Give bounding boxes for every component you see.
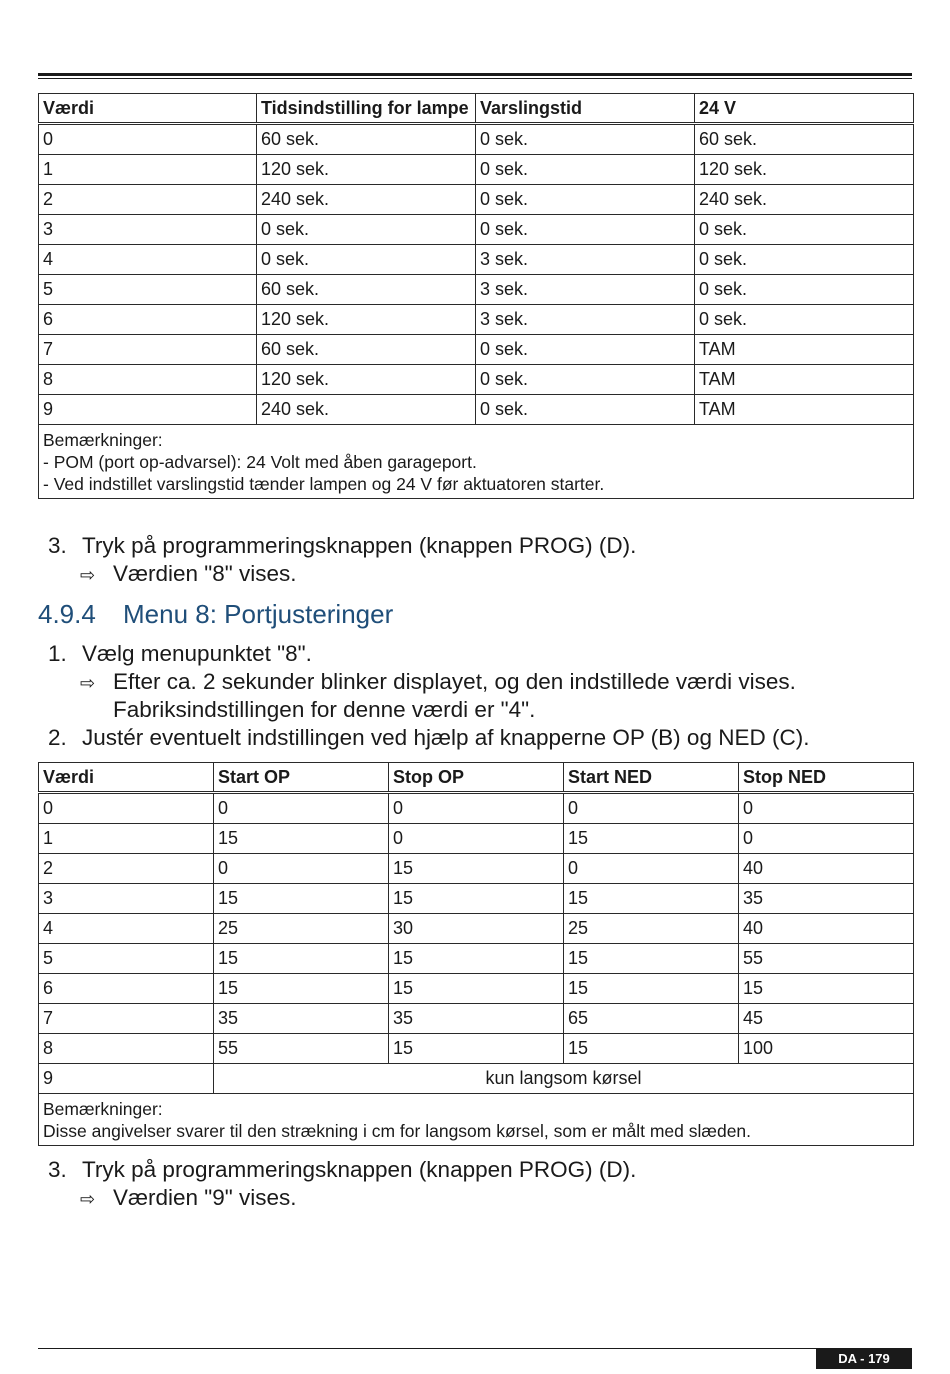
table-row bbox=[39, 914, 914, 944]
table-cell: 0 sek. bbox=[476, 395, 695, 425]
section-title: Menu 8: Portjusteringer bbox=[123, 599, 394, 629]
right-arrow-icon: ⇨ bbox=[80, 1189, 96, 1209]
table-cell: 15 bbox=[214, 944, 389, 974]
table-cell: 0 sek. bbox=[695, 245, 914, 275]
notes-line: Disse angivelser svarer til den strækning i cm for langsom kørsel, som er målt med slæden. bbox=[43, 1121, 752, 1141]
table-cell: 6 bbox=[39, 305, 257, 335]
notes-label: Bemærkninger: bbox=[43, 430, 163, 450]
table-cell: 0 bbox=[389, 824, 564, 854]
table-cell: 0 sek. bbox=[695, 275, 914, 305]
table-cell: 240 sek. bbox=[257, 395, 476, 425]
table-cell: 15 bbox=[214, 974, 389, 1004]
table-cell: 0 sek. bbox=[257, 215, 476, 245]
table-cell: 25 bbox=[564, 914, 739, 944]
table-cell: 4 bbox=[39, 245, 257, 275]
table-cell: 15 bbox=[214, 884, 389, 914]
table-cell: 3 bbox=[39, 215, 257, 245]
table-cell: 0 bbox=[564, 854, 739, 884]
notes-row bbox=[39, 425, 914, 499]
column-header: Værdi bbox=[39, 763, 214, 793]
table-cell: 0 bbox=[389, 793, 564, 824]
notes-line: - POM (port op-advarsel): 24 Volt med åben garageport. bbox=[43, 452, 477, 472]
table-row bbox=[39, 215, 914, 245]
column-header: Varslingstid bbox=[476, 94, 695, 124]
table-cell: 15 bbox=[389, 974, 564, 1004]
table-cell: 240 sek. bbox=[257, 185, 476, 215]
table-cell: 0 sek. bbox=[476, 365, 695, 395]
table-cell: 15 bbox=[564, 884, 739, 914]
table-row bbox=[39, 1034, 914, 1064]
table-cell: 5 bbox=[39, 275, 257, 305]
result-text: Efter ca. 2 sekunder blinker displayet, og den indstillede værdi vises. bbox=[113, 669, 796, 694]
table-row bbox=[39, 793, 914, 824]
table-cell: 3 bbox=[39, 884, 214, 914]
table-row bbox=[39, 335, 914, 365]
table-row bbox=[39, 124, 914, 155]
table-cell: 30 bbox=[389, 914, 564, 944]
table-row bbox=[39, 944, 914, 974]
table-cell: 2 bbox=[39, 854, 214, 884]
column-header: 24 V bbox=[695, 94, 914, 124]
table-cell: 120 sek. bbox=[695, 155, 914, 185]
table-cell: 45 bbox=[739, 1004, 914, 1034]
table-cell: 0 sek. bbox=[476, 185, 695, 215]
table-cell: 0 sek. bbox=[695, 215, 914, 245]
step-3-second-result bbox=[80, 1185, 297, 1211]
step-text: Justér eventuelt indstillingen ved hjælp af knapperne OP (B) og NED (C). bbox=[82, 725, 810, 750]
table-cell: 55 bbox=[739, 944, 914, 974]
table-cell: 120 sek. bbox=[257, 365, 476, 395]
table-cell: 15 bbox=[389, 1034, 564, 1064]
step-number: 2. bbox=[48, 725, 67, 750]
table-cell: 15 bbox=[739, 974, 914, 1004]
table-cell: 0 sek. bbox=[476, 155, 695, 185]
table-cell: 0 sek. bbox=[476, 215, 695, 245]
table-row bbox=[39, 854, 914, 884]
step-3-press-prog bbox=[48, 533, 636, 559]
table-cell: 9 bbox=[39, 395, 257, 425]
table-body bbox=[39, 793, 914, 1064]
table-header-row bbox=[39, 763, 914, 793]
table-cell: 0 bbox=[739, 824, 914, 854]
step-text: Vælg menupunktet "8". bbox=[82, 641, 312, 666]
door-adjustment-table bbox=[38, 762, 914, 1146]
step-text: Tryk på programmeringsknappen (knappen PROG) (D). bbox=[82, 1157, 637, 1182]
table-cell: 2 bbox=[39, 185, 257, 215]
result-text: Værdien "9" vises. bbox=[113, 1185, 297, 1210]
notes-cell bbox=[39, 1094, 914, 1146]
table-cell: 5 bbox=[39, 944, 214, 974]
step-3-result bbox=[80, 561, 297, 587]
table-cell: TAM bbox=[695, 395, 914, 425]
table-cell: 8 bbox=[39, 365, 257, 395]
table-cell: 100 bbox=[739, 1034, 914, 1064]
table-cell: 35 bbox=[389, 1004, 564, 1034]
table-row bbox=[39, 305, 914, 335]
lamp-timing-table bbox=[38, 93, 914, 499]
table-cell: 25 bbox=[214, 914, 389, 944]
table-cell: 0 sek. bbox=[257, 245, 476, 275]
column-header: Værdi bbox=[39, 94, 257, 124]
step-1-select-menu bbox=[48, 641, 312, 667]
table-cell: 6 bbox=[39, 974, 214, 1004]
result-text: Værdien "8" vises. bbox=[113, 561, 297, 586]
table-cell: TAM bbox=[695, 365, 914, 395]
footer-rule bbox=[38, 1348, 912, 1349]
step-2-adjust bbox=[48, 725, 809, 751]
table-cell: 15 bbox=[564, 824, 739, 854]
table-cell: 55 bbox=[214, 1034, 389, 1064]
step-number: 1. bbox=[48, 641, 67, 666]
table-row bbox=[39, 1004, 914, 1034]
table-cell: 3 sek. bbox=[476, 305, 695, 335]
table-row bbox=[39, 824, 914, 854]
header-rule bbox=[38, 73, 912, 76]
step-number: 3. bbox=[48, 533, 67, 558]
table-cell: 0 sek. bbox=[476, 124, 695, 155]
right-arrow-icon: ⇨ bbox=[80, 565, 96, 585]
step-3-press-prog-second bbox=[48, 1157, 636, 1183]
table-cell: 15 bbox=[564, 974, 739, 1004]
table-row bbox=[39, 365, 914, 395]
table-cell: 15 bbox=[389, 944, 564, 974]
table-row bbox=[39, 275, 914, 305]
table-cell: 240 sek. bbox=[695, 185, 914, 215]
table-cell: 40 bbox=[739, 914, 914, 944]
merged-cell: kun langsom kørsel bbox=[214, 1064, 914, 1094]
table-row bbox=[39, 395, 914, 425]
table-cell: 15 bbox=[564, 944, 739, 974]
table-cell: 3 sek. bbox=[476, 275, 695, 305]
table-cell: 7 bbox=[39, 1004, 214, 1034]
table-cell: 3 sek. bbox=[476, 245, 695, 275]
table-cell: 0 bbox=[739, 793, 914, 824]
notes-label: Bemærkninger: bbox=[43, 1099, 163, 1119]
page-number-badge: DA - 179 bbox=[816, 1349, 912, 1369]
table-cell: 0 bbox=[214, 854, 389, 884]
step-text: Tryk på programmeringsknappen (knappen PROG) (D). bbox=[82, 533, 637, 558]
notes-cell bbox=[39, 425, 914, 499]
table-cell: 0 sek. bbox=[695, 305, 914, 335]
table-cell: 0 bbox=[214, 793, 389, 824]
column-header: Stop OP bbox=[389, 763, 564, 793]
table-cell: 8 bbox=[39, 1034, 214, 1064]
table-cell: 35 bbox=[214, 1004, 389, 1034]
step-1-result bbox=[80, 669, 796, 695]
table-cell: 60 sek. bbox=[257, 275, 476, 305]
table-row bbox=[39, 245, 914, 275]
table-cell: 15 bbox=[214, 824, 389, 854]
step-number: 3. bbox=[48, 1157, 67, 1182]
table-cell: 7 bbox=[39, 335, 257, 365]
notes-line: - Ved indstillet varslingstid tænder lampen og 24 V før aktuatoren starter. bbox=[43, 474, 605, 494]
table-cell: 35 bbox=[739, 884, 914, 914]
right-arrow-icon: ⇨ bbox=[80, 673, 96, 693]
table-row bbox=[39, 185, 914, 215]
table-cell: 40 bbox=[739, 854, 914, 884]
table-header-row bbox=[39, 94, 914, 124]
table-row bbox=[39, 1064, 914, 1094]
column-header: Start OP bbox=[214, 763, 389, 793]
table-body bbox=[39, 124, 914, 425]
table-row bbox=[39, 155, 914, 185]
table-row bbox=[39, 884, 914, 914]
table-cell: 60 sek. bbox=[257, 335, 476, 365]
table-cell: 60 sek. bbox=[257, 124, 476, 155]
table-cell: 0 bbox=[39, 124, 257, 155]
table-cell: 15 bbox=[389, 884, 564, 914]
table-cell: 0 sek. bbox=[476, 335, 695, 365]
table-cell: 15 bbox=[564, 1034, 739, 1064]
table-cell: TAM bbox=[695, 335, 914, 365]
table-cell: 15 bbox=[389, 854, 564, 884]
section-number: 4.9.4 bbox=[38, 599, 96, 629]
table-cell: 1 bbox=[39, 824, 214, 854]
table-row bbox=[39, 974, 914, 1004]
header-rule-thin bbox=[38, 78, 912, 79]
column-header: Stop NED bbox=[739, 763, 914, 793]
table-cell: 120 sek. bbox=[257, 305, 476, 335]
table-cell: 65 bbox=[564, 1004, 739, 1034]
table-cell: 120 sek. bbox=[257, 155, 476, 185]
step-1-result-continued: Fabriksindstillingen for denne værdi er "4". bbox=[113, 697, 536, 722]
column-header: Tidsindstilling for lampe bbox=[257, 94, 476, 124]
column-header: Start NED bbox=[564, 763, 739, 793]
table-cell: 1 bbox=[39, 155, 257, 185]
section-heading bbox=[38, 599, 393, 630]
notes-row bbox=[39, 1094, 914, 1146]
table-cell: 4 bbox=[39, 914, 214, 944]
table-cell: 0 bbox=[564, 793, 739, 824]
table-cell: 0 bbox=[39, 793, 214, 824]
table-cell: 60 sek. bbox=[695, 124, 914, 155]
table-cell: 9 bbox=[39, 1064, 214, 1094]
